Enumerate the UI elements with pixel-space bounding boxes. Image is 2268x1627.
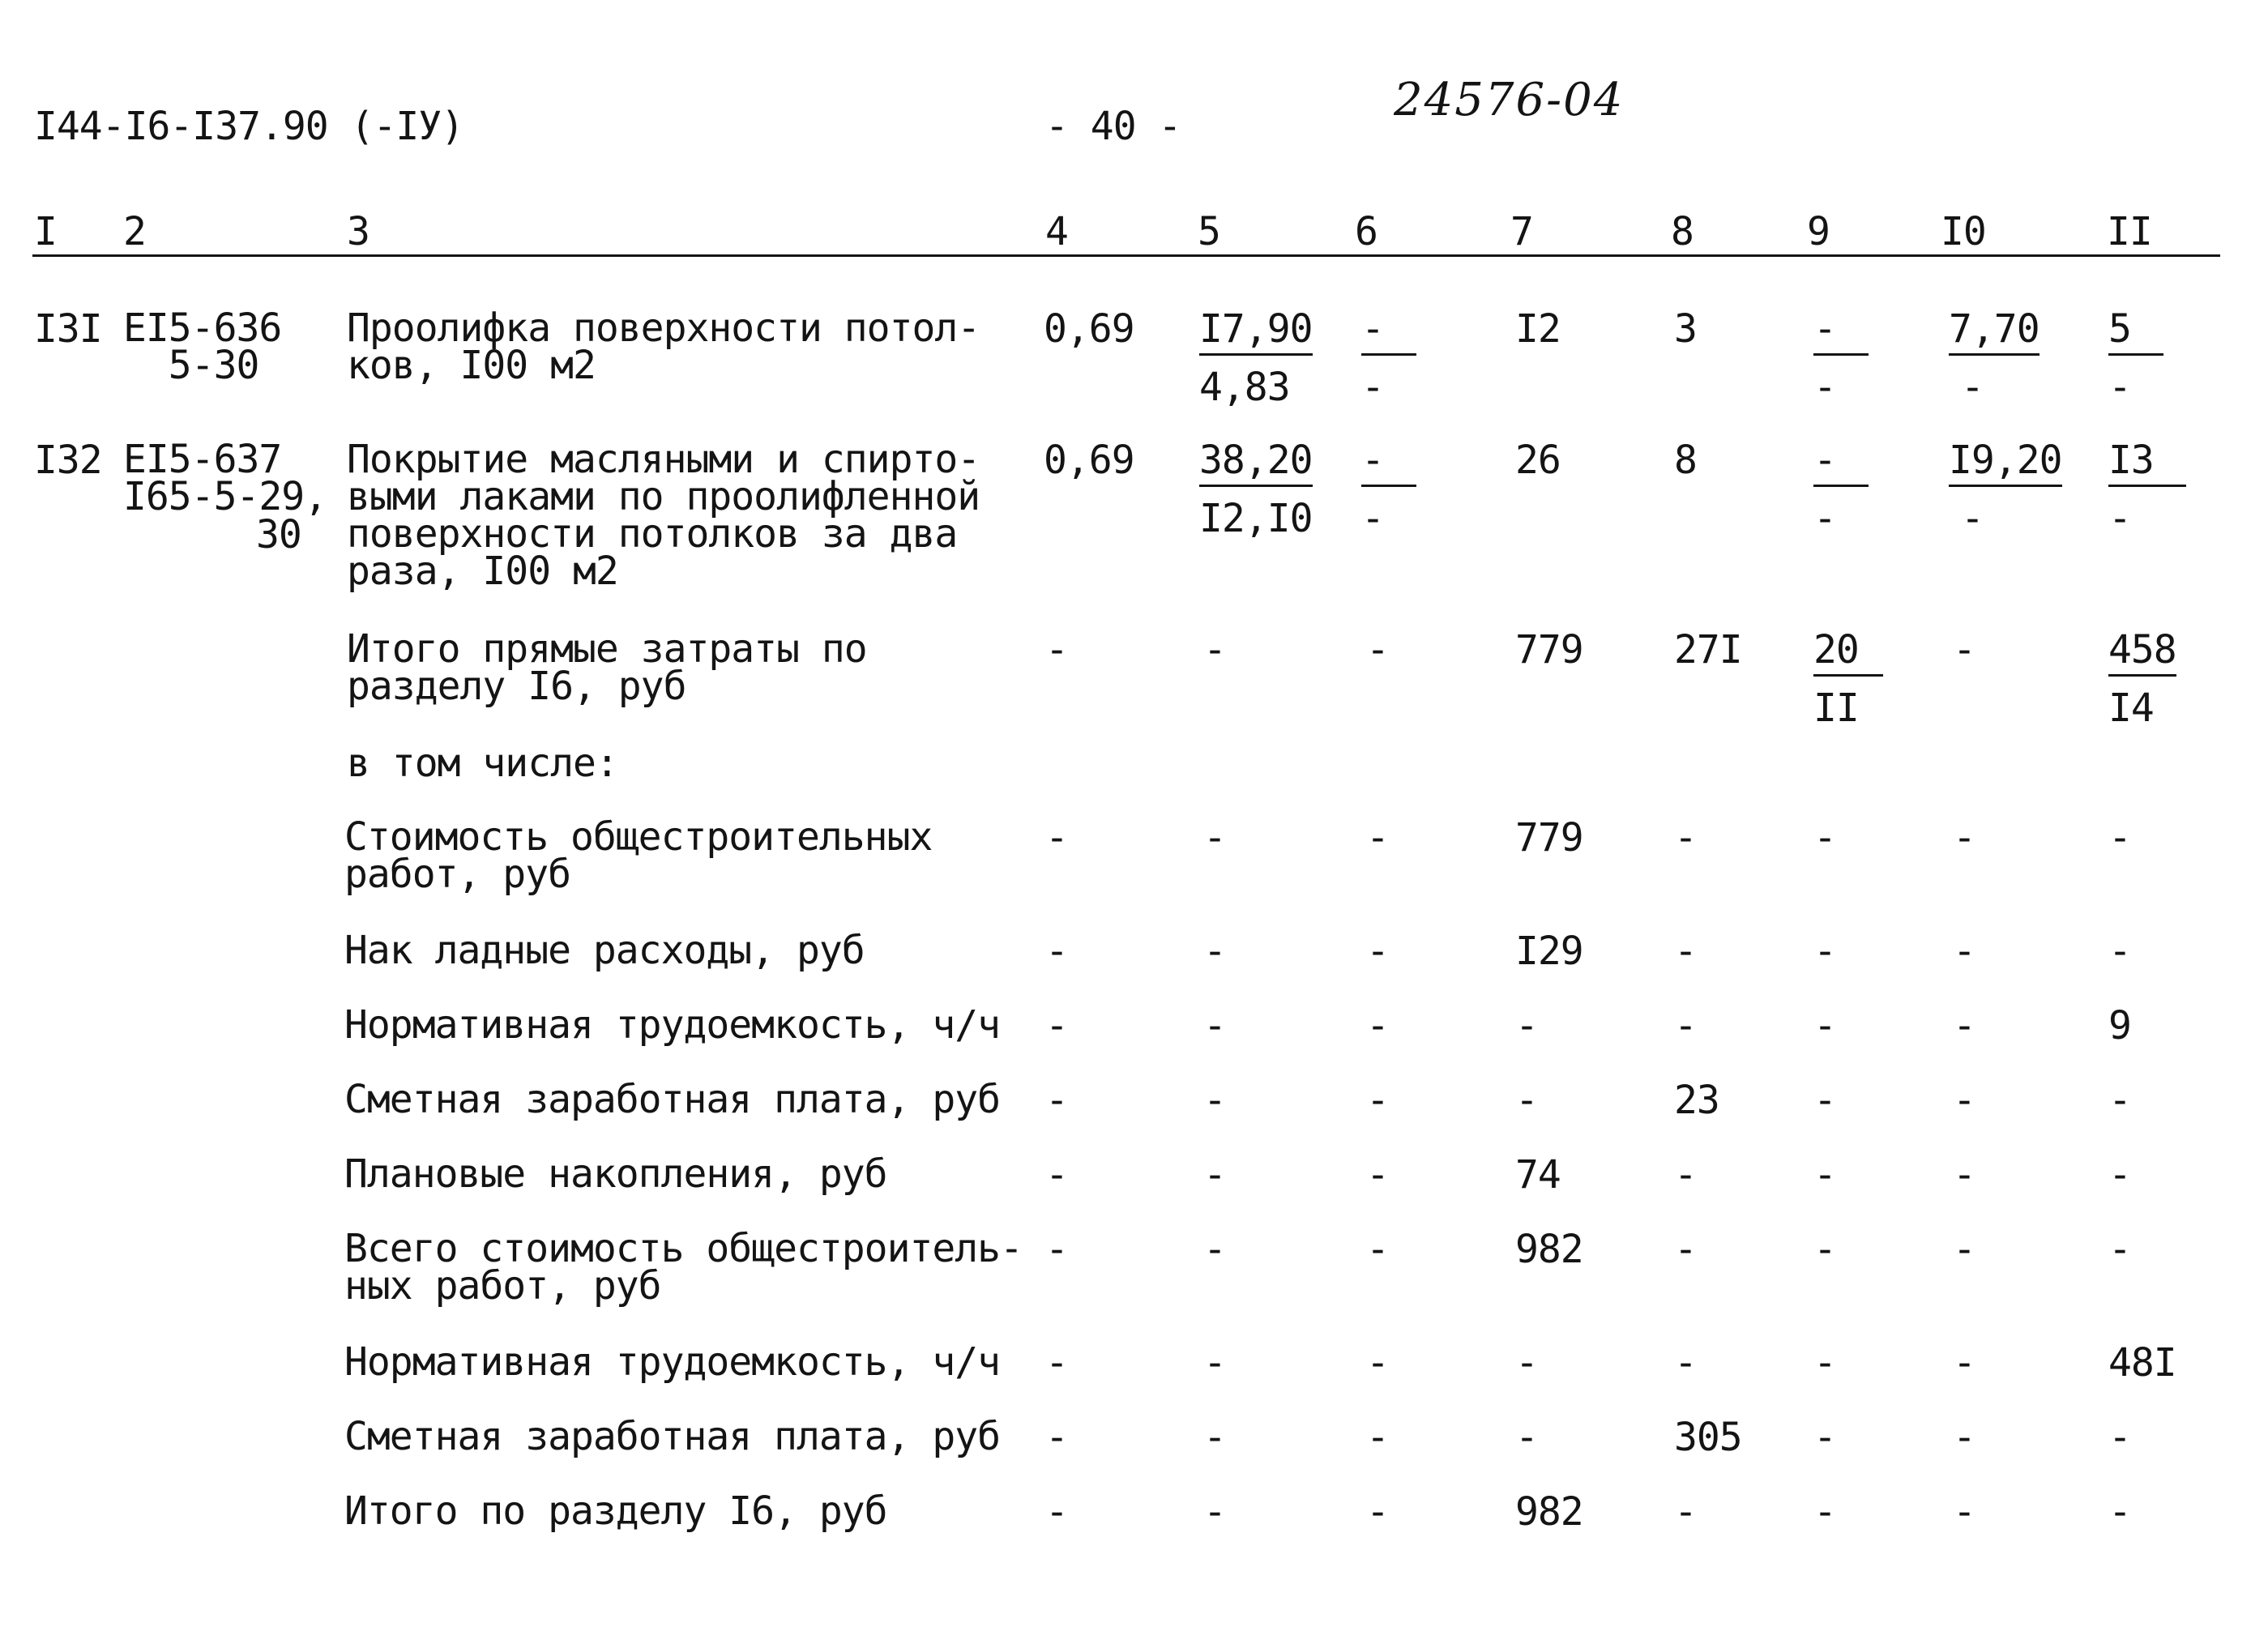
- summary-value: -: [1515, 1003, 1538, 1048]
- summary-description: Стоимость общестроительных работ, руб: [344, 814, 933, 897]
- column-header: II: [2107, 209, 2152, 254]
- summary-value: -: [2108, 929, 2131, 974]
- summary-value: -: [1366, 1415, 1389, 1460]
- summary-value: -: [1045, 815, 1068, 860]
- summary-value: -: [1203, 929, 1226, 974]
- summary-value: 305: [1674, 1415, 1742, 1460]
- summary-description: Плановые накопления, руб: [344, 1151, 887, 1197]
- labor-per-unit-mech: -: [1961, 496, 1984, 541]
- labor-total-mech: -: [2108, 365, 2131, 410]
- summary-value: 982: [1515, 1489, 1583, 1535]
- machine-cost: -: [1361, 441, 1416, 480]
- summary-value: -: [1045, 1078, 1068, 1123]
- column-header: 4: [1045, 209, 1068, 254]
- unit-cost-wages: 4,83: [1199, 365, 1290, 410]
- row-number: I32: [34, 438, 102, 483]
- summary-value: -: [1515, 1415, 1538, 1460]
- row-number: I3I: [34, 306, 102, 352]
- summary-value: 9: [2108, 1003, 2131, 1048]
- machine-total-wages: -: [1813, 365, 1836, 410]
- machine-cost-wages: -: [1361, 365, 1384, 410]
- subtotal-labor: 458: [2108, 630, 2176, 669]
- summary-value: -: [2108, 1227, 2131, 1272]
- summary-value: I29: [1515, 929, 1583, 974]
- column-header: 5: [1198, 209, 1220, 254]
- summary-value: -: [2108, 1415, 2131, 1460]
- summary-value: -: [1366, 1489, 1389, 1535]
- summary-value: -: [1045, 1489, 1068, 1535]
- summary-value: -: [1953, 1152, 1975, 1198]
- summary-value: -: [1366, 1152, 1389, 1198]
- summary-value: -: [1674, 1003, 1697, 1048]
- summary-value: -: [1953, 1489, 1975, 1535]
- summary-value: -: [1953, 1340, 1975, 1386]
- total-cost: I2: [1515, 306, 1561, 352]
- summary-value: -: [1813, 1152, 1836, 1198]
- norm-code-continuation: 30: [256, 512, 301, 557]
- summary-value: -: [1203, 1003, 1226, 1048]
- labor-total-mech: -: [2108, 496, 2131, 541]
- header-underline: [32, 254, 2220, 257]
- summary-value: -: [1953, 815, 1975, 860]
- summary-value: -: [1045, 1415, 1068, 1460]
- subtotal-labor-mech: I4: [2108, 685, 2154, 731]
- summary-description: Всего стоимость общестроитель- ных работ, руб: [344, 1226, 1023, 1309]
- total-cost: 26: [1515, 438, 1561, 483]
- summary-description: Нормативная трудоемкость, ч/ч: [344, 1339, 1001, 1385]
- unit-cost-total: I7,90: [1199, 310, 1313, 348]
- summary-value: -: [1045, 1152, 1068, 1198]
- subtotal-machine-wages: II: [1813, 685, 1859, 731]
- summary-value: -: [1813, 1489, 1836, 1535]
- column-header: 8: [1671, 209, 1694, 254]
- summary-value: -: [1674, 815, 1697, 860]
- subtotal-description: Итого прямые затраты по разделу I6, руб: [347, 626, 867, 709]
- subtotal-col10: -: [1953, 627, 1975, 673]
- summary-description: Сметная заработная плата, руб: [344, 1077, 1001, 1122]
- summary-value: -: [1674, 929, 1697, 974]
- column-header: 7: [1510, 209, 1533, 254]
- summary-description: Нормативная трудоемкость, ч/ч: [344, 1002, 1001, 1048]
- summary-value: -: [1813, 1078, 1836, 1123]
- summary-value: -: [1045, 1227, 1068, 1272]
- summary-value: -: [1813, 1227, 1836, 1272]
- document-code: I44-I6-I37.90 (-IУ): [34, 104, 464, 149]
- norm-code: EI5-636 5-30: [123, 305, 282, 388]
- summary-description: Итого по разделу I6, руб: [344, 1488, 887, 1534]
- wages: 8: [1674, 438, 1697, 483]
- summary-value: -: [1813, 1340, 1836, 1386]
- norm-code: EI5-637 I65-5-29,: [123, 437, 327, 519]
- summary-value: -: [1366, 929, 1389, 974]
- column-header: I0: [1941, 209, 1986, 254]
- summary-value: -: [1203, 1227, 1226, 1272]
- quantity: 0,69: [1044, 438, 1134, 483]
- summary-value: -: [2108, 1152, 2131, 1198]
- summary-value: -: [1813, 929, 1836, 974]
- summary-value: -: [1674, 1489, 1697, 1535]
- summary-value: 23: [1674, 1078, 1719, 1123]
- summary-value: -: [1366, 1227, 1389, 1272]
- summary-value: -: [1203, 1415, 1226, 1460]
- column-header: I: [34, 209, 57, 254]
- summary-value: 48I: [2108, 1340, 2176, 1386]
- summary-value: -: [1203, 815, 1226, 860]
- summary-value: -: [1674, 1227, 1697, 1272]
- labor-per-unit-mech: -: [1961, 365, 1984, 410]
- summary-value: 779: [1515, 815, 1583, 860]
- column-header: 2: [123, 209, 146, 254]
- page-number: - 40 -: [1045, 104, 1181, 149]
- summary-value: -: [1953, 1078, 1975, 1123]
- machine-total-wages: -: [1813, 496, 1836, 541]
- labor-per-unit: 7,70: [1949, 310, 2039, 348]
- quantity: 0,69: [1044, 306, 1134, 352]
- summary-value: -: [1953, 1003, 1975, 1048]
- wages: 3: [1674, 306, 1697, 352]
- summary-value: -: [1203, 1340, 1226, 1386]
- summary-description: Сметная заработная плата, руб: [344, 1414, 1001, 1459]
- subtotal-col6: -: [1366, 627, 1389, 673]
- column-header: 6: [1355, 209, 1377, 254]
- summary-value: -: [1674, 1152, 1697, 1198]
- summary-value: -: [1203, 1152, 1226, 1198]
- summary-value: -: [1366, 815, 1389, 860]
- summary-value: -: [1515, 1340, 1538, 1386]
- subtotal-wages: 27I: [1674, 627, 1742, 673]
- including-label: в том числе:: [347, 741, 618, 786]
- summary-value: -: [1953, 1415, 1975, 1460]
- unit-cost-total: 38,20: [1199, 441, 1313, 480]
- machine-total: -: [1813, 310, 1869, 348]
- labor-total: I3: [2108, 441, 2186, 480]
- summary-value: -: [2108, 815, 2131, 860]
- summary-value: -: [1203, 1489, 1226, 1535]
- summary-value: 982: [1515, 1227, 1583, 1272]
- column-header: 3: [347, 209, 369, 254]
- summary-value: -: [1674, 1340, 1697, 1386]
- summary-value: -: [1203, 1078, 1226, 1123]
- summary-value: -: [2108, 1078, 2131, 1123]
- inventory-number: 24576-04: [1394, 74, 1625, 126]
- work-description: Покрытие масляными и спирто- выми лаками по проолифленной поверхности потолков за два раза, I00 м2: [347, 437, 980, 594]
- summary-value: -: [1813, 815, 1836, 860]
- labor-total: 5: [2108, 310, 2163, 348]
- summary-value: -: [1045, 1340, 1068, 1386]
- summary-value: -: [1953, 929, 1975, 974]
- summary-value: -: [1953, 1227, 1975, 1272]
- labor-per-unit: I9,20: [1949, 441, 2062, 480]
- subtotal-total-cost: 779: [1515, 627, 1583, 673]
- subtotal-col4: -: [1045, 627, 1068, 673]
- summary-description: Нак ладные расходы, руб: [344, 928, 865, 973]
- machine-cost: -: [1361, 310, 1416, 348]
- summary-value: -: [1813, 1003, 1836, 1048]
- machine-total: -: [1813, 441, 1869, 480]
- summary-value: -: [1045, 929, 1068, 974]
- summary-value: -: [1366, 1340, 1389, 1386]
- unit-cost-wages: I2,I0: [1199, 496, 1313, 541]
- column-header: 9: [1807, 209, 1830, 254]
- summary-value: -: [1045, 1003, 1068, 1048]
- subtotal-col5: -: [1203, 627, 1226, 673]
- work-description: Проолифка поверхности потол- ков, I00 м2: [347, 305, 980, 388]
- summary-value: -: [1366, 1078, 1389, 1123]
- summary-value: -: [2108, 1489, 2131, 1535]
- summary-value: -: [1515, 1078, 1538, 1123]
- subtotal-machine: 20: [1813, 630, 1883, 669]
- summary-value: -: [1366, 1003, 1389, 1048]
- summary-value: 74: [1515, 1152, 1561, 1198]
- summary-value: -: [1813, 1415, 1836, 1460]
- machine-cost-wages: -: [1361, 496, 1384, 541]
